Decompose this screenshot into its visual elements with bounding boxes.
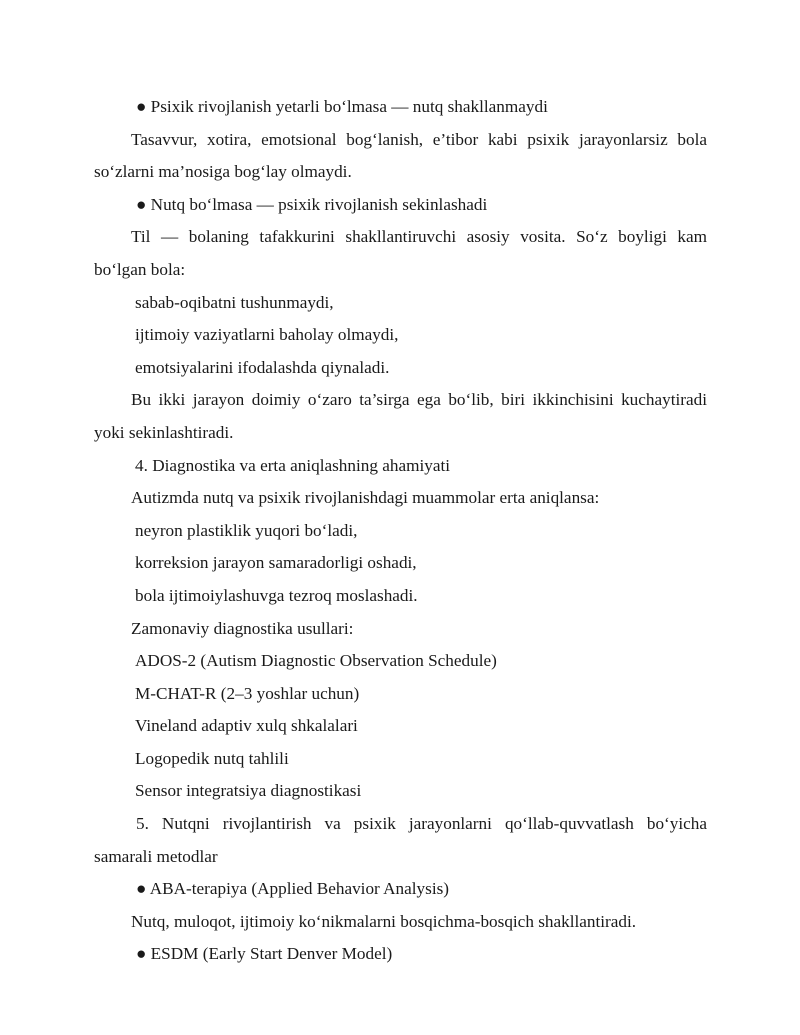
list-item: ijtimoiy vaziyatlarni baholay olmaydi, bbox=[135, 325, 399, 345]
paragraph: Nutq, muloqot, ijtimoiy ko‘nikmalarni bosqichma-bosqich shakllantiradi. bbox=[131, 911, 637, 931]
section-heading: 4. Diagnostika va erta aniqlashning ahamiyati bbox=[135, 455, 451, 475]
paragraph: Autizmda nutq va psixik rivojlanishdagi muammolar erta aniqlansa: bbox=[131, 488, 600, 508]
list-item: emotsiyalarini ifodalashda qiynaladi. bbox=[135, 357, 390, 377]
list-item: Vineland adaptiv xulq shkalalari bbox=[135, 716, 358, 736]
list-item: sabab-oqibatni tushunmaydi, bbox=[135, 292, 334, 312]
paragraph: Tasavvur, xotira, emotsional bog‘lanish, e’tibor kabi psixik jarayonlarsiz bola so‘zlarni ma’nosiga bog‘lay olmaydi. bbox=[94, 129, 707, 182]
bullet-heading: ● Nutq bo‘lmasa — psixik rivojlanish sekinlashadi bbox=[136, 194, 488, 214]
bullet-heading: ● ESDM (Early Start Denver Model) bbox=[136, 944, 393, 964]
list-item: M-CHAT-R (2–3 yoshlar uchun) bbox=[135, 683, 360, 703]
paragraph: Bu ikki jarayon doimiy o‘zaro ta’sirga ega bo‘lib, biri ikkinchisini kuchaytiradi yoki sekinlashtiradi. bbox=[94, 390, 707, 442]
paragraph: Zamonaviy diagnostika usullari: bbox=[131, 618, 354, 638]
list-item: ADOS-2 (Autism Diagnostic Observation Schedule) bbox=[135, 651, 497, 671]
document-page bbox=[94, 91, 707, 971]
list-item: bola ijtimoiylashuvga tezroq moslashadi. bbox=[135, 585, 418, 605]
list-item: Sensor integratsiya diagnostikasi bbox=[135, 781, 362, 801]
bullet-heading: ● Psixik rivojlanish yetarli bo‘lmasa — nutq shakllanmaydi bbox=[136, 97, 548, 116]
list-item: Logopedik nutq tahlili bbox=[135, 748, 289, 768]
paragraph: Til — bolaning tafakkurini shakllantiruvchi asosiy vosita. So‘z boyligi kam bo‘lgan bola: bbox=[94, 227, 707, 279]
section-heading: 5. Nutqni rivojlantirish va psixik jarayonlarni qo‘llab-quvvatlash bo‘yicha samarali metodlar bbox=[94, 814, 707, 866]
list-item: neyron plastiklik yuqori bo‘ladi, bbox=[135, 520, 358, 540]
bullet-heading: ● ABA-terapiya (Applied Behavior Analysis) bbox=[136, 879, 450, 899]
list-item: korreksion jarayon samaradorligi oshadi, bbox=[135, 553, 417, 573]
